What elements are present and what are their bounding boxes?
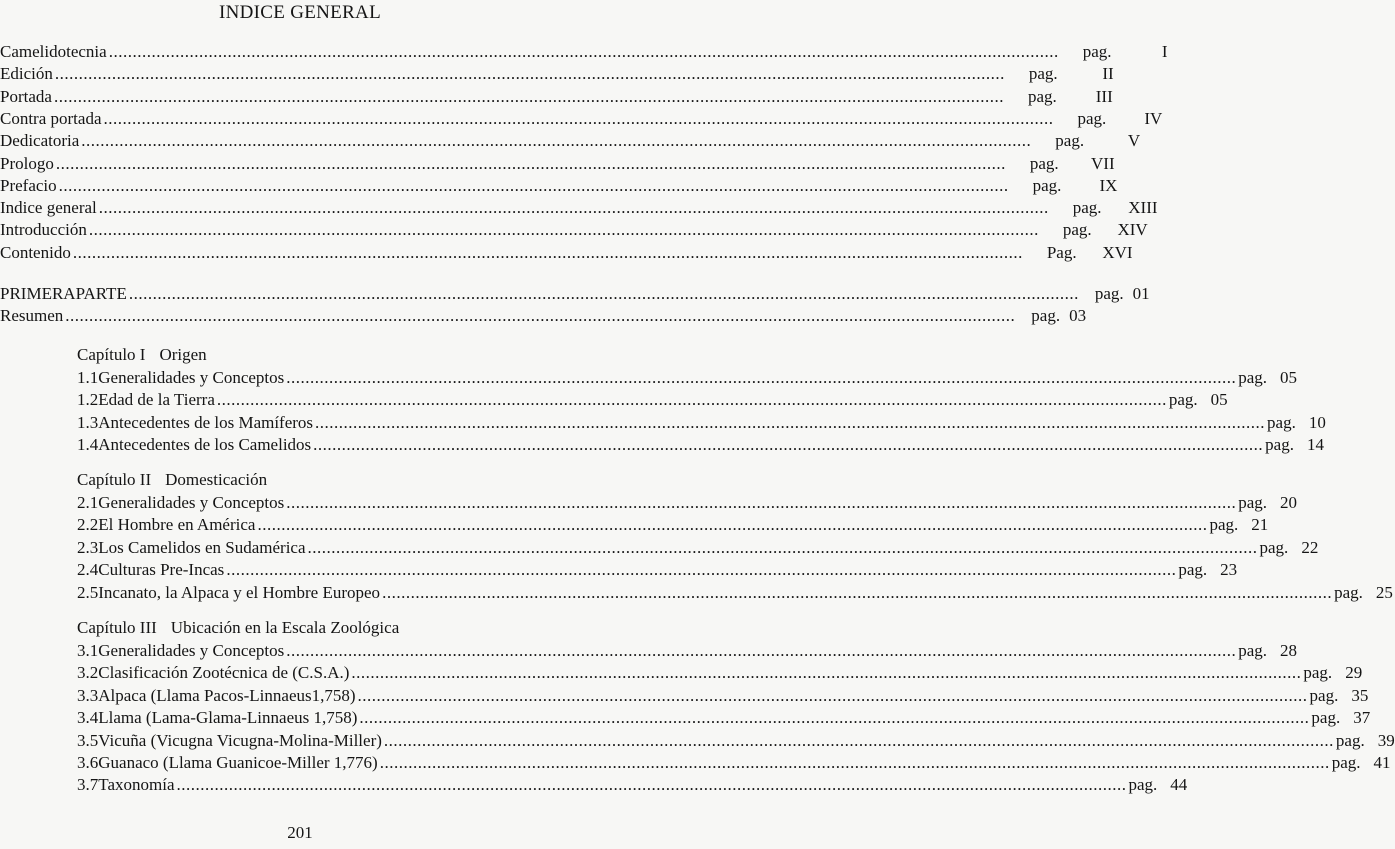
page-ref: IV bbox=[1144, 108, 1163, 128]
dot-leader: ........................................................................................................................................................................................................ bbox=[359, 708, 1310, 728]
toc-entry bbox=[77, 492, 1298, 514]
chapter-title: Ubicación en la Escala Zoológica bbox=[170, 618, 400, 637]
page-ref: 21 bbox=[1251, 515, 1269, 535]
toc-entry bbox=[77, 730, 1395, 752]
pag-label: pag. bbox=[1029, 153, 1059, 173]
page-ref: 01 bbox=[1132, 284, 1150, 303]
pag-label: pag. bbox=[1334, 582, 1363, 602]
page-ref: 41 bbox=[1373, 753, 1391, 772]
page-ref: II bbox=[1102, 64, 1114, 84]
page-ref: VII bbox=[1091, 153, 1115, 173]
page-ref: 05 bbox=[1280, 368, 1298, 387]
toc-entry bbox=[0, 108, 1163, 130]
entry-label: Culturas Pre-Incas bbox=[98, 560, 225, 580]
pag-label: pag. bbox=[1238, 368, 1268, 387]
pag-label: pag. bbox=[1082, 42, 1112, 61]
dot-leader: ........................................................................................................................................................................................................ bbox=[307, 537, 1258, 557]
dot-leader: ........................................................................................................................................................................................................ bbox=[382, 582, 1333, 602]
entry-label: Prologo bbox=[0, 153, 54, 173]
dot-leader: ........................................................................................................................................................................................................ bbox=[58, 175, 1009, 195]
dot-leader: ........................................................................................................................................................................................................ bbox=[226, 560, 1177, 580]
dot-leader: ........................................................................................................................................................................................................ bbox=[103, 108, 1054, 128]
entry-label: Contra portada bbox=[0, 108, 102, 128]
pag-label: pag. bbox=[1335, 730, 1365, 750]
toc-entry bbox=[77, 662, 1363, 684]
dot-leader: ........................................................................................................................................................................................................ bbox=[286, 641, 1237, 660]
page-ref: 37 bbox=[1353, 708, 1371, 728]
dot-leader: ........................................................................................................................................................................................................ bbox=[357, 685, 1308, 705]
entry-label: PRIMERAPARTE bbox=[0, 284, 127, 303]
entry-label: Prefacio bbox=[0, 175, 57, 195]
dot-leader: ........................................................................................................................................................................................................ bbox=[72, 242, 1023, 262]
page-ref: 29 bbox=[1345, 663, 1363, 683]
pag-label: pag. bbox=[1311, 708, 1341, 728]
page-title: INDICE GENERAL bbox=[219, 2, 381, 23]
page-ref: 14 bbox=[1306, 435, 1324, 455]
toc-entry bbox=[0, 305, 1087, 327]
section-number: 2.1 bbox=[77, 493, 99, 512]
toc-entry bbox=[77, 640, 1298, 662]
dot-leader: ........................................................................................................................................................................................................ bbox=[98, 198, 1049, 218]
entry-label: Generalidades y Conceptos bbox=[98, 641, 285, 660]
pag-label: pag. bbox=[1265, 435, 1294, 455]
section-number: 2.4 bbox=[77, 560, 99, 580]
toc-entry bbox=[77, 685, 1369, 707]
section-number: 3.7 bbox=[77, 775, 99, 795]
pag-label: pag. bbox=[1178, 560, 1208, 580]
page-ref: XVI bbox=[1102, 242, 1133, 262]
chapter-number: Capítulo III bbox=[77, 618, 157, 637]
pag-label: pag. bbox=[1028, 64, 1058, 84]
dot-leader: ........................................................................................................................................................................................................ bbox=[286, 368, 1237, 387]
toc-entry bbox=[0, 283, 1150, 305]
entry-label: Portada bbox=[0, 86, 52, 106]
pag-label: pag. bbox=[1238, 493, 1268, 512]
pag-label: pag. bbox=[1077, 108, 1107, 128]
toc-entry bbox=[77, 389, 1228, 411]
dot-leader: ........................................................................................................................................................................................................ bbox=[351, 663, 1302, 683]
toc-entry bbox=[0, 219, 1148, 241]
page-ref: 20 bbox=[1280, 493, 1298, 512]
page-ref: III bbox=[1095, 86, 1113, 106]
section-number: 3.2 bbox=[77, 663, 99, 683]
pag-label: Pag. bbox=[1046, 242, 1077, 262]
dot-leader: ........................................................................................................................................................................................................ bbox=[315, 412, 1266, 432]
pag-label: pag. bbox=[1062, 220, 1092, 240]
toc-entry bbox=[77, 514, 1269, 536]
pag-label: pag. bbox=[1331, 753, 1361, 772]
entry-label: Introducción bbox=[0, 220, 87, 240]
page-ref: 35 bbox=[1351, 685, 1369, 705]
chapter-heading bbox=[77, 617, 399, 639]
page-ref: 22 bbox=[1301, 537, 1319, 557]
entry-label: Alpaca (Llama Pacos-Linnaeus1,758) bbox=[98, 685, 356, 705]
page-ref: XIII bbox=[1128, 198, 1158, 218]
pag-label: pag. bbox=[1094, 284, 1124, 303]
dot-leader: ........................................................................................................................................................................................................ bbox=[55, 153, 1006, 173]
entry-label: Edad de la Tierra bbox=[98, 390, 215, 410]
pag-label: pag. bbox=[1259, 537, 1289, 557]
pag-label: pag. bbox=[1128, 775, 1158, 795]
dot-leader: ........................................................................................................................................................................................................ bbox=[216, 390, 1167, 410]
toc-entry bbox=[0, 242, 1133, 264]
page-ref: 23 bbox=[1220, 560, 1238, 580]
page-ref: V bbox=[1127, 131, 1141, 151]
section-number: 3.6 bbox=[77, 753, 99, 772]
entry-label: Los Camelidos en Sudamérica bbox=[98, 537, 306, 557]
pag-label: pag. bbox=[1027, 86, 1057, 106]
pag-label: pag. bbox=[1055, 131, 1085, 151]
entry-label: Incanato, la Alpaca y el Hombre Europeo bbox=[98, 582, 381, 602]
chapter-title: Origen bbox=[159, 345, 207, 364]
section-number: 1.3 bbox=[77, 412, 99, 432]
chapter-heading bbox=[77, 469, 267, 491]
dot-leader: ........................................................................................................................................................................................................ bbox=[257, 515, 1208, 535]
section-number: 3.5 bbox=[77, 730, 99, 750]
toc-entry bbox=[77, 707, 1371, 729]
pag-label: pag. bbox=[1168, 390, 1198, 410]
page-ref: IX bbox=[1099, 175, 1118, 195]
page-ref: 28 bbox=[1280, 641, 1298, 660]
section-number: 3.4 bbox=[77, 708, 99, 728]
entry-label: Edición bbox=[0, 64, 53, 84]
section-number: 1.1 bbox=[77, 368, 99, 387]
entry-label: Clasificación Zootécnica de (C.S.A.) bbox=[98, 663, 350, 683]
pag-label: pag. bbox=[1238, 641, 1268, 660]
section-number: 3.3 bbox=[77, 685, 99, 705]
page-number: 201 bbox=[287, 823, 313, 842]
pag-label: pag. bbox=[1303, 663, 1333, 683]
page-ref: 03 bbox=[1069, 306, 1087, 325]
section-number: 2.2 bbox=[77, 515, 99, 535]
toc-entry bbox=[0, 153, 1115, 175]
entry-label: Guanaco (Llama Guanicoe-Miller 1,776) bbox=[98, 753, 378, 772]
page-ref: 05 bbox=[1210, 390, 1228, 410]
entry-label: Camelidotecnia bbox=[0, 42, 107, 61]
dot-leader: ........................................................................................................................................................................................................ bbox=[65, 306, 1016, 325]
dot-leader: ........................................................................................................................................................................................................ bbox=[286, 493, 1237, 512]
section-number: 3.1 bbox=[77, 641, 99, 660]
toc-entry bbox=[0, 41, 1168, 63]
chapter-number: Capítulo II bbox=[77, 470, 152, 489]
section-number: 1.4 bbox=[77, 435, 99, 455]
entry-label: Taxonomía bbox=[98, 775, 175, 795]
toc-entry bbox=[0, 63, 1114, 85]
entry-label: Vicuña (Vicugna Vicugna-Molina-Miller) bbox=[98, 730, 382, 750]
page-ref: XIV bbox=[1117, 220, 1148, 240]
page-ref: 44 bbox=[1170, 775, 1188, 795]
dot-leader: ........................................................................................................................................................................................................ bbox=[128, 284, 1079, 303]
entry-label: Generalidades y Conceptos bbox=[98, 493, 285, 512]
toc-entry bbox=[0, 175, 1118, 197]
toc-entry bbox=[0, 86, 1113, 108]
pag-label: pag. bbox=[1309, 685, 1339, 705]
dot-leader: ........................................................................................................................................................................................................ bbox=[313, 435, 1264, 455]
pag-label: pag. bbox=[1209, 515, 1239, 535]
page-ref: I bbox=[1161, 42, 1168, 61]
toc-entry bbox=[77, 367, 1298, 389]
entry-label: Generalidades y Conceptos bbox=[98, 368, 285, 387]
page-ref: 25 bbox=[1375, 582, 1393, 602]
entry-label: El Hombre en América bbox=[98, 515, 256, 535]
toc-entry bbox=[77, 412, 1326, 434]
dot-leader: ........................................................................................................................................................................................................ bbox=[54, 64, 1005, 84]
dot-leader: ........................................................................................................................................................................................................ bbox=[108, 42, 1059, 61]
toc-entry bbox=[77, 537, 1319, 559]
entry-label: Dedicatoria bbox=[0, 131, 80, 151]
pag-label: pag. bbox=[1072, 198, 1102, 218]
toc-entry bbox=[77, 559, 1238, 581]
section-number: 2.3 bbox=[77, 537, 99, 557]
toc-entry bbox=[77, 752, 1391, 774]
toc-entry bbox=[77, 434, 1324, 456]
pag-label: pag. bbox=[1267, 412, 1296, 432]
pag-label: pag. bbox=[1032, 175, 1062, 195]
entry-label: Antecedentes de los Mamíferos bbox=[98, 412, 314, 432]
entry-label: Indice general bbox=[0, 198, 97, 218]
page-ref: 10 bbox=[1308, 412, 1326, 432]
entry-label: Contenido bbox=[0, 242, 71, 262]
page-ref: 39 bbox=[1377, 730, 1395, 750]
dot-leader: ........................................................................................................................................................................................................ bbox=[53, 86, 1004, 106]
entry-label: Llama (Lama-Glama-Linnaeus 1,758) bbox=[98, 708, 358, 728]
toc-entry bbox=[0, 197, 1158, 219]
dot-leader: ........................................................................................................................................................................................................ bbox=[176, 775, 1127, 795]
toc-entry bbox=[77, 582, 1393, 604]
entry-label: Antecedentes de los Camelidos bbox=[98, 435, 312, 455]
dot-leader: ........................................................................................................................................................................................................ bbox=[379, 753, 1330, 772]
pag-label: pag. bbox=[1031, 306, 1061, 325]
dot-leader: ........................................................................................................................................................................................................ bbox=[81, 131, 1032, 151]
dot-leader: ........................................................................................................................................................................................................ bbox=[383, 730, 1334, 750]
section-number: 1.2 bbox=[77, 390, 99, 410]
dot-leader: ........................................................................................................................................................................................................ bbox=[88, 220, 1039, 240]
entry-label: Resumen bbox=[0, 306, 64, 325]
chapter-title: Domesticación bbox=[165, 470, 268, 489]
section-number: 2.5 bbox=[77, 582, 99, 602]
chapter-heading bbox=[77, 344, 207, 366]
chapter-number: Capítulo I bbox=[77, 345, 146, 364]
toc-entry bbox=[77, 774, 1188, 796]
toc-entry bbox=[0, 130, 1141, 152]
